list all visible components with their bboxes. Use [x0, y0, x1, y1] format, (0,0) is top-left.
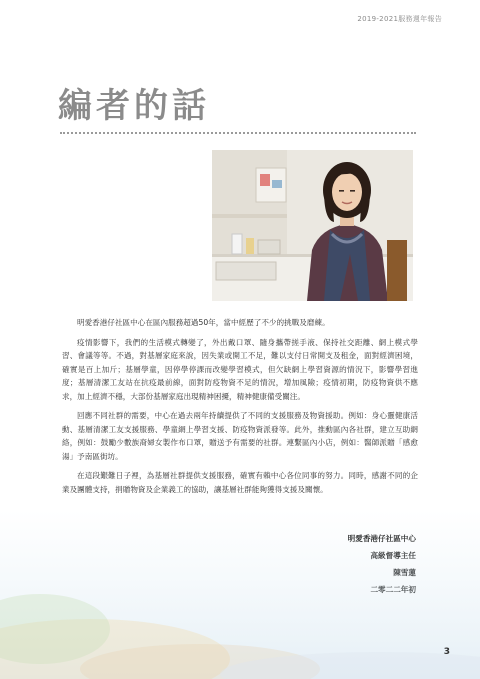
page-number: 3	[443, 647, 450, 657]
watercolor-decoration	[0, 509, 480, 679]
paragraph: 明愛香港仔社區中心在區內服務超過50年，當中經歷了不少的挑戰及磨練。	[77, 318, 330, 327]
author-photo	[212, 150, 413, 301]
report-header-label: 2019-2021服務週年報告	[357, 15, 442, 23]
paragraph: 疫情影響下，我們的生活模式轉變了，外出戴口罩、隨身攜帶搓手液、保持社交距離、網上模式學習、會議等等。不過，對基層家庭來說，因失業或開工不足，難以支付日常開支及租金，面對經濟困境，確實是百上加斤；基層學童，因停學停課而改變學習模式，但欠缺網上學習資源的情況下，影響學習進度；基層清潔工友站在抗疫最前線，面對防疫物資不足的情況，增加風險；疫情初期，防疫物資供不應求，加上經濟不穩，大部份基層家庭出現精神困擾，精神健康備受關注。	[62, 337, 418, 401]
body-text	[62, 316, 418, 502]
page-title: 編者的話	[58, 86, 210, 126]
title-divider	[60, 132, 416, 134]
paragraph: 在這段艱難日子裡，為基層社群提供支援服務，確實有賴中心各位同事的努力。同時，感謝不同的企業及團體支持，捐贈物資及企業義工的協助，讓基層社群能夠獲得支援及關懷。	[62, 471, 418, 494]
paragraph: 回應不同社群的需要，中心在過去兩年持續提供了不同的支援服務及物資援助。例如：身心靈健康活動、基層清潔工友支援服務、學童網上學習支援、防疫物資派發等。此外，推動區內各社群，建立互助網絡，例如：鼓勵少數族裔婦女製作布口罩，贈送予有需要的社群。連繫區內小店，例如：醫師派贈「感愈湯」予南區街坊。	[62, 411, 418, 461]
